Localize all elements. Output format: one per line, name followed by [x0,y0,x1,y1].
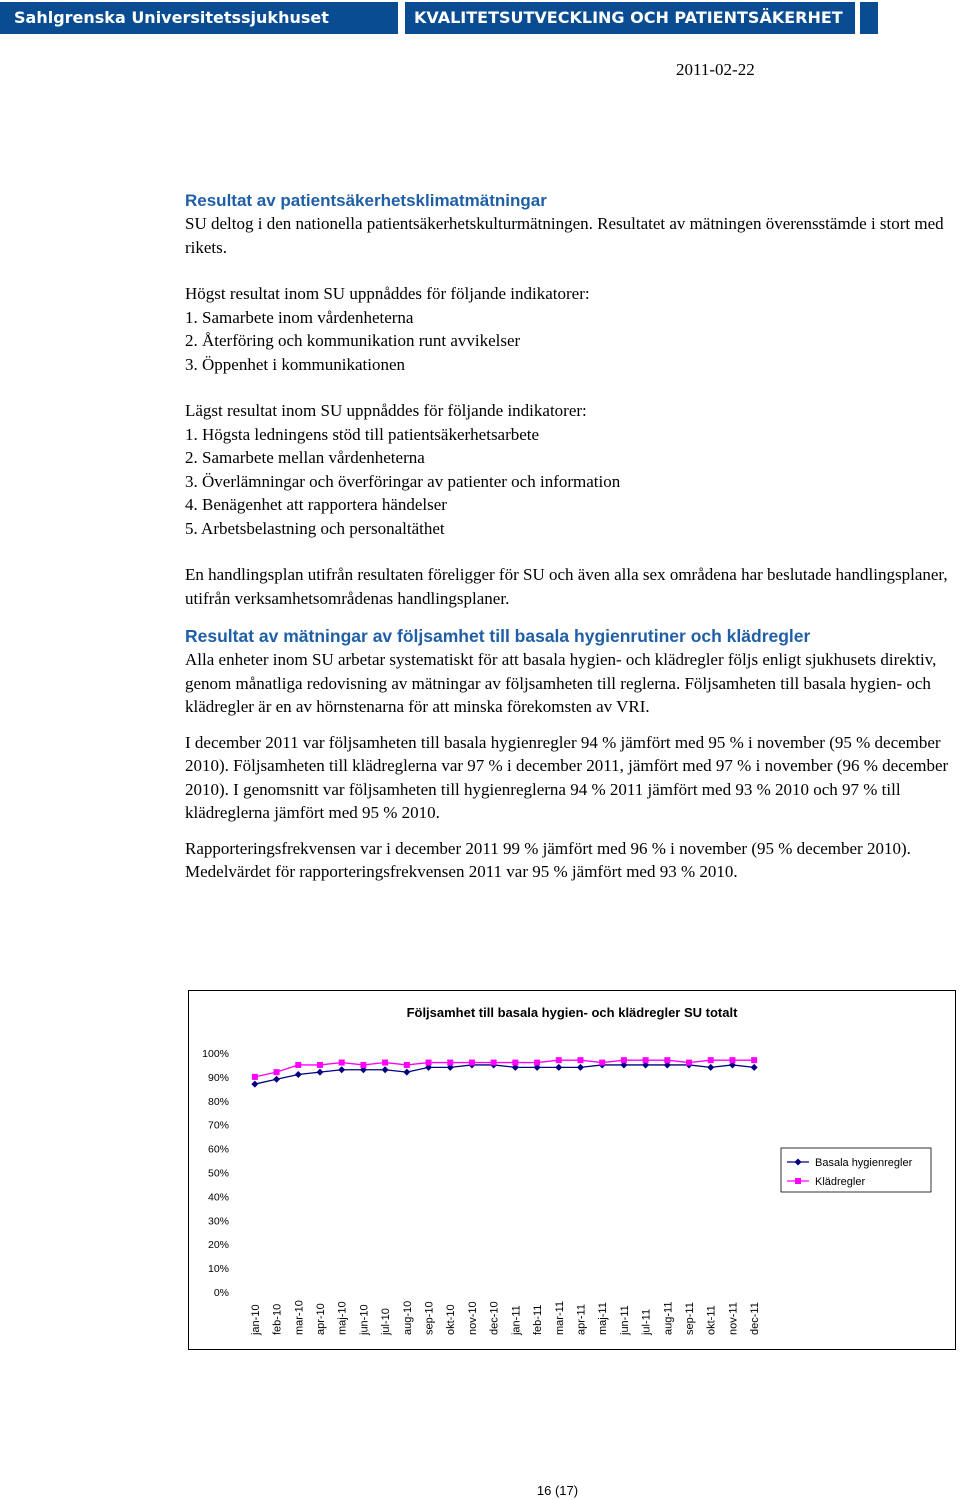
x-tick-label: jul-11 [640,1308,653,1335]
list-item: 4. Benägenhet att rapportera händelser [185,495,447,514]
list-item: 3. Överlämningar och överföringar av patienter och information [185,471,621,491]
x-tick-label: jan-10 [249,1304,262,1335]
y-tick-label: 50% [207,1167,229,1180]
section2-p1: Alla enheter inom SU arbetar systematiskt för att basala hygien- och klädregler följs enligt sjukhusets direktiv, genom månatliga redovisning av mätningar av följsamheten till reglerna. Följsamheten till basala hygien- och klädregler är en av hörnstenarna för att minska förekomsten av VRI. [185,650,937,716]
data-point [339,1060,345,1066]
list-item: 1. Samarbete inom vårdenheterna [185,307,414,327]
legend-label: Klädregler [815,1176,866,1188]
lowest-list [185,423,955,541]
series-line [255,1060,754,1077]
y-tick-label: 70% [207,1119,229,1132]
data-point [317,1062,323,1068]
x-tick-label: okt-10 [445,1304,458,1335]
data-point [251,1081,258,1088]
data-point [382,1060,388,1066]
compliance-chart [188,990,956,1350]
legend-marker [795,1178,801,1184]
x-tick-label: okt-11 [705,1305,718,1335]
x-tick-label: mar-11 [553,1300,566,1335]
x-tick-label: maj-10 [336,1301,349,1335]
x-tick-label: sep-11 [684,1302,697,1335]
x-tick-label: sep-10 [423,1301,436,1335]
data-point [426,1060,432,1066]
data-point [447,1060,453,1066]
y-tick-label: 20% [207,1239,229,1252]
x-tick-label: dec-10 [488,1301,501,1335]
x-tick-label: maj-11 [597,1302,610,1335]
highest-list [185,306,955,377]
data-point [534,1060,540,1066]
section1-intro: SU deltog i den nationella patientsäkerhetskulturmätningen. Resultatet av mätningen överensstämde i stort med rikets. [185,214,944,257]
document-date: 2011-02-22 [676,60,755,79]
y-tick-label: 100% [202,1048,229,1060]
x-tick-label: jun-11 [618,1305,631,1335]
data-point [751,1057,757,1063]
data-point [252,1074,258,1080]
chart-svg [189,991,955,1349]
y-tick-label: 80% [207,1095,229,1108]
data-point [491,1060,497,1066]
data-point [338,1066,345,1073]
highest-label: Högst resultat inom SU uppnåddes för följande indikatorer: [185,284,590,303]
y-tick-label: 40% [207,1191,229,1204]
data-point [316,1069,323,1076]
x-tick-label: feb-10 [271,1303,284,1335]
series-line [255,1065,754,1084]
data-point [729,1057,735,1063]
data-point [708,1057,714,1063]
data-point [707,1064,714,1071]
data-point [577,1057,583,1063]
org-name: Sahlgrenska Universitetssjukhuset [14,8,329,27]
section2-heading: Resultat av mätningar av följsamhet till basala hygienrutiner och klädregler [185,626,811,646]
list-item: 3. Öppenhet i kommunikationen [185,354,406,374]
data-point [360,1062,366,1068]
header-square [860,2,878,34]
x-tick-label: jul-10 [380,1308,393,1335]
x-tick-label: apr-10 [314,1303,327,1335]
data-point [621,1057,627,1063]
list-item: 2. Samarbete mellan vårdenheterna [185,448,425,467]
data-point [556,1057,562,1063]
data-point [686,1060,692,1066]
section2-p2: I december 2011 var följsamheten till basala hygienregler 94 % jämfört med 95 % i november (95 % december 2010). Följsamheten till klädreglerna var 97 % i december 2011, jämfört med 97 % i november (96 % december 2010). I genomsnitt var följsamheten till hygienreglerna 94 % 2011 jämfört med 93 % 2010 och 97 % till klädreglerna jämfört med 95 % 2010. [185,732,949,822]
data-point [273,1076,280,1083]
x-tick-label: jan-11 [510,1305,523,1335]
y-tick-label: 90% [207,1071,229,1084]
section-title: KVALITETSUTVECKLING OCH PATIENTSÄKERHET [414,8,843,27]
page-number: 16 (17) [536,1483,579,1498]
data-point [274,1069,280,1075]
x-tick-label: apr-11 [575,1304,588,1335]
data-point [382,1066,389,1073]
legend-label: Basala hygienregler [815,1157,913,1169]
x-tick-label: nov-11 [727,1302,740,1335]
section2-p3: Rapporteringsfrekvensen var i december 2011 99 % jämfört med 96 % i november (95 % december 2010). Medelvärdet för rapporteringsfrekvensen 2011 var 95 % jämfört med 93 % 2010. [185,838,911,881]
list-item: 5. Arbetsbelastning och personaltäthet [185,518,445,538]
x-tick-label: feb-11 [532,1304,545,1335]
list-item: 2. Återföring och kommunikation runt avvikelser [185,331,521,350]
data-point [403,1069,410,1076]
list-item: 1. Högsta ledningens stöd till patientsäkerhetsarbete [185,424,540,444]
y-tick-label: 60% [207,1143,229,1156]
data-point [643,1057,649,1063]
x-tick-label: aug-10 [401,1300,414,1335]
chart-title: Följsamhet till basala hygien- och klädregler SU totalt [406,1005,738,1020]
lowest-label: Lägst resultat inom SU uppnåddes för följande indikatorer: [185,401,587,420]
document-body [185,190,955,884]
page-header [0,0,960,36]
x-tick-label: jun-10 [358,1304,371,1335]
data-point [751,1064,758,1071]
y-tick-label: 10% [207,1263,229,1276]
y-tick-label: 0% [213,1287,229,1299]
data-point [664,1057,670,1063]
y-tick-label: 30% [207,1215,229,1228]
plan-text: En handlingsplan utifrån resultaten föreligger för SU och även alla sex områdena har beslutade handlingsplaner, utifrån verksamhetsområdenas handlingsplaner. [185,565,948,608]
section1-heading: Resultat av patientsäkerhetsklimatmätningar [185,191,547,210]
data-point [469,1060,475,1066]
data-point [295,1062,301,1068]
x-tick-label: mar-10 [293,1300,306,1335]
x-tick-label: aug-11 [662,1301,675,1335]
data-point [555,1064,562,1071]
data-point [512,1060,518,1066]
data-point [577,1064,584,1071]
data-point [599,1060,605,1066]
data-point [295,1071,302,1078]
x-tick-label: dec-11 [749,1302,762,1335]
data-point [404,1062,410,1068]
x-tick-label: nov-10 [466,1301,479,1335]
